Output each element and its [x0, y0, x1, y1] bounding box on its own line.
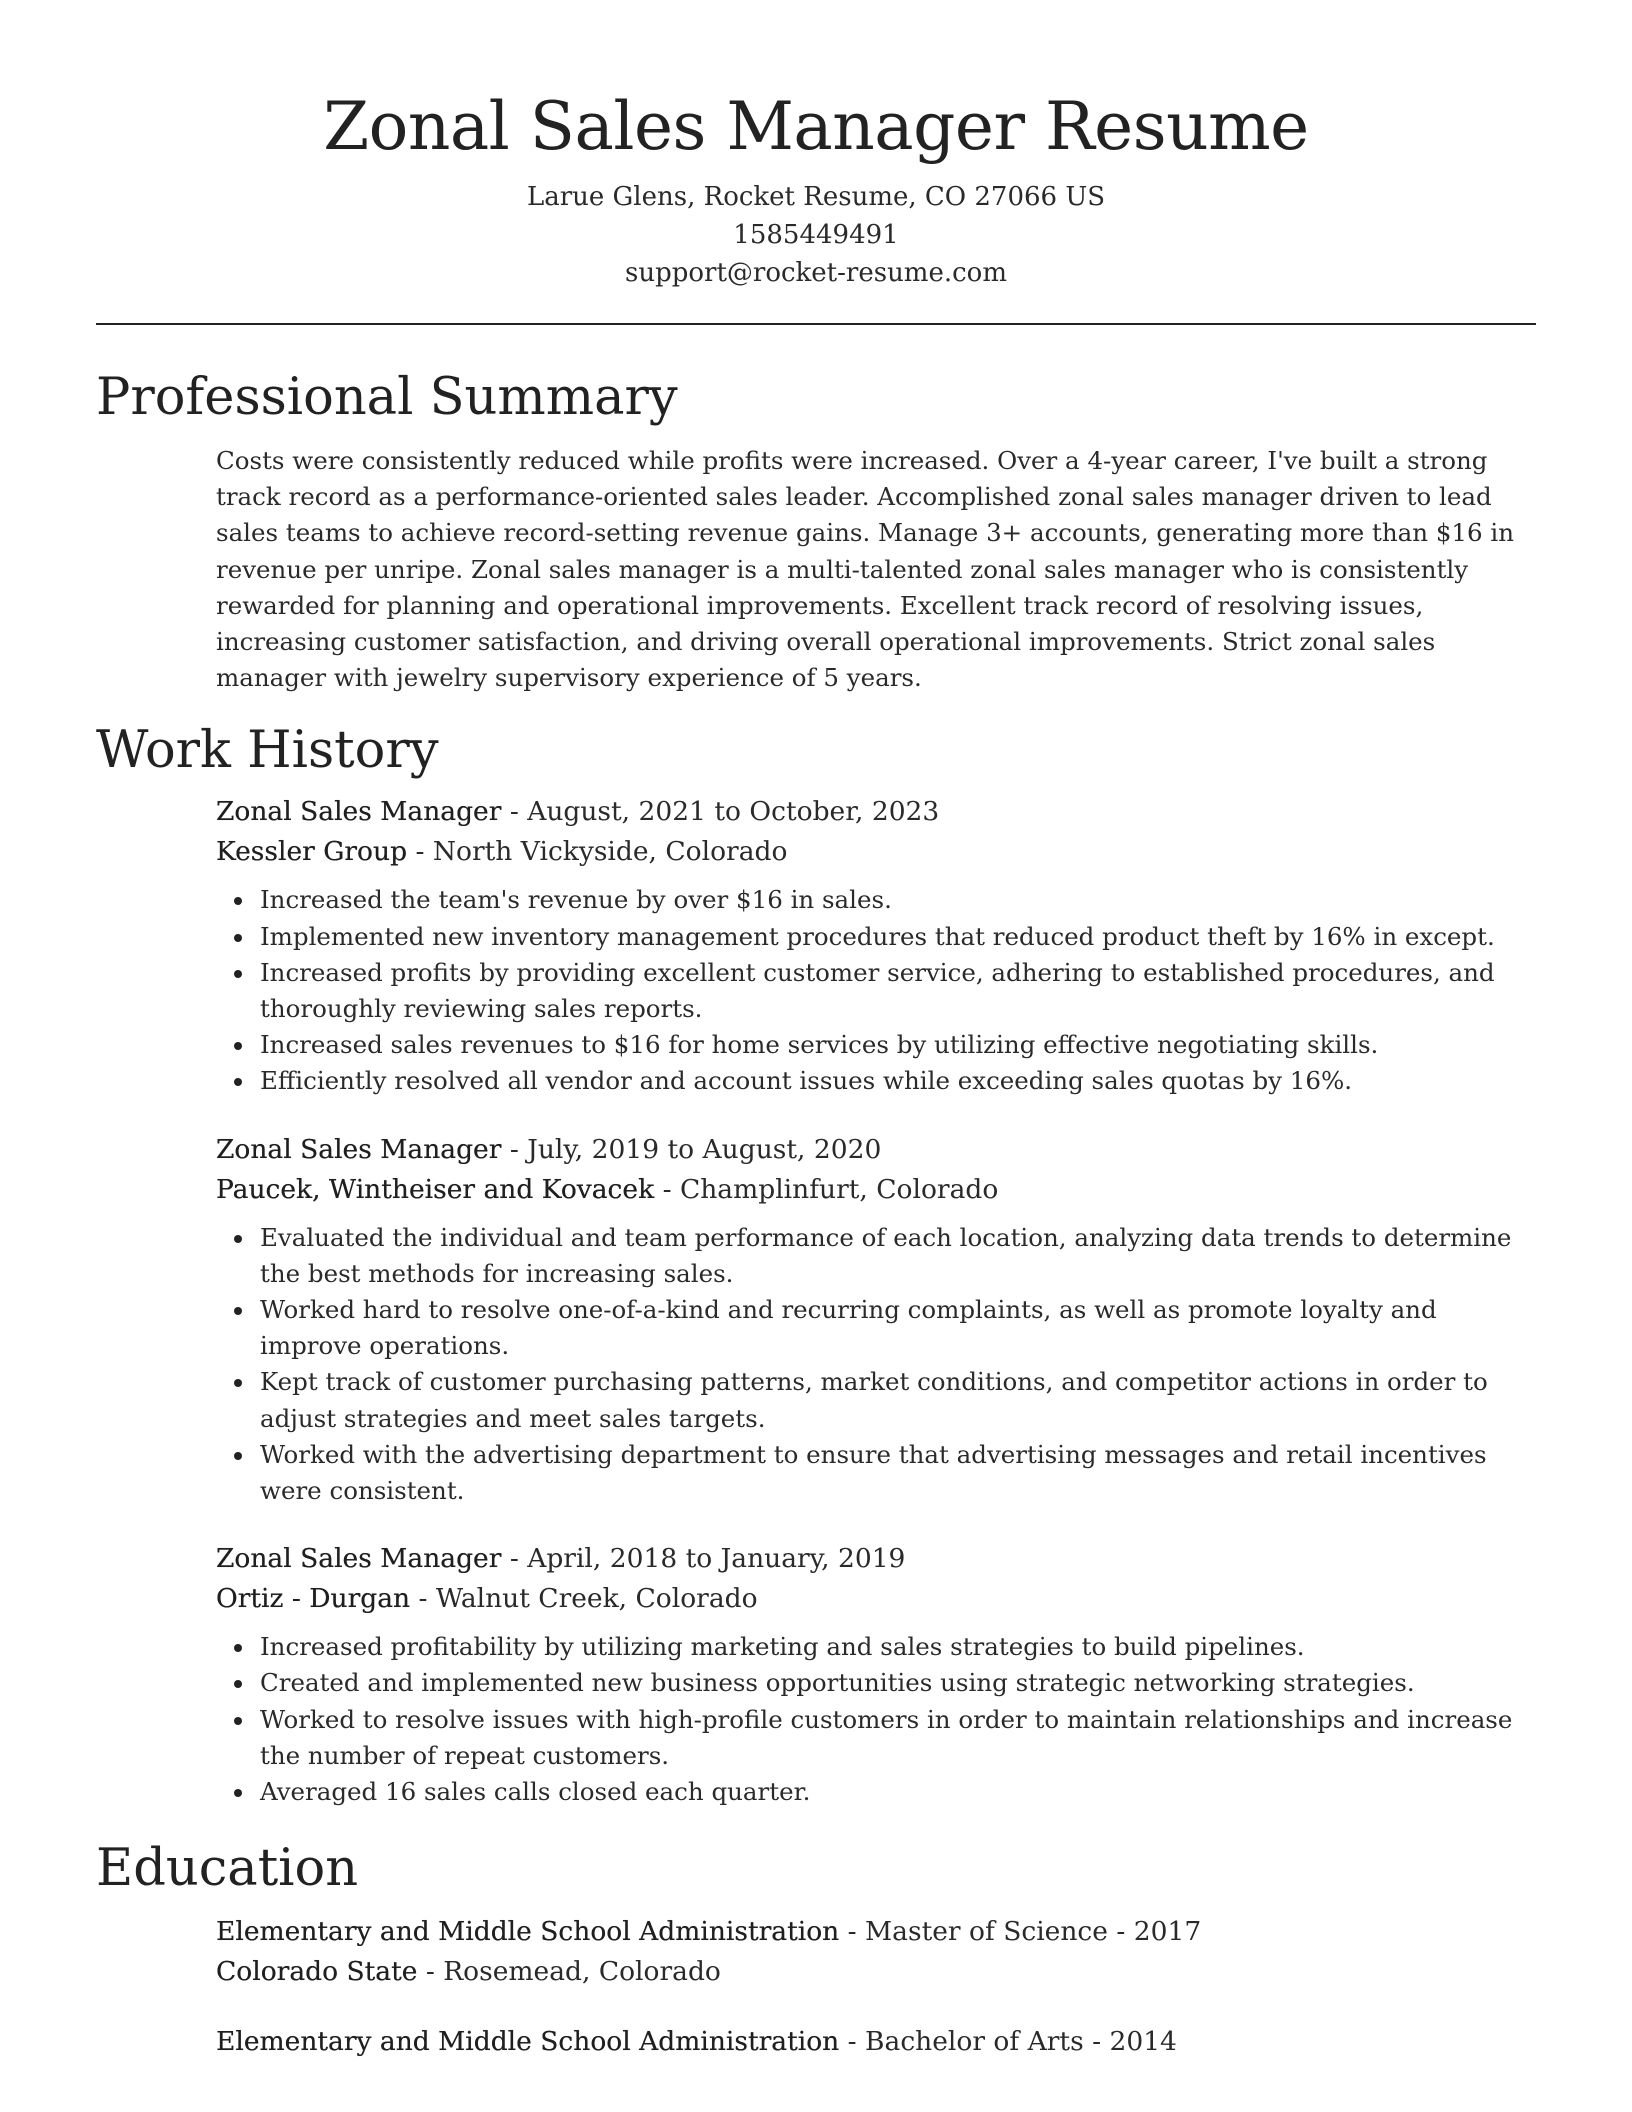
- summary-section: [96, 443, 1536, 696]
- job-company: Paucek, Wintheiser and Kovacek: [216, 1173, 655, 1205]
- job-location: - North Vickyside, Colorado: [407, 836, 788, 868]
- education-degree-line: [216, 2022, 1536, 2062]
- resume-title: Zonal Sales Manager Resume: [323, 88, 1309, 165]
- resume-page: [96, 0, 1536, 2112]
- work-history-section: [96, 792, 1536, 1810]
- bullet-item: Implemented new inventory management procedures that reduced product theft by 16% in except.: [260, 919, 1536, 955]
- contact-phone: 1585449491: [733, 220, 899, 250]
- job-dates: - April, 2018 to January, 2019: [501, 1543, 906, 1575]
- job-location: - Champlinfurt, Colorado: [654, 1173, 999, 1205]
- job-dates: - August, 2021 to October, 2023: [501, 796, 940, 828]
- job-entry: [216, 1130, 1536, 1510]
- education-school-line: [216, 1952, 1536, 1992]
- job-title-line: [216, 792, 1536, 832]
- job-company-line: [216, 832, 1536, 872]
- bullet-item: Created and implemented new business opportunities using strategic networking strategies.: [260, 1665, 1536, 1701]
- education-section: [96, 1912, 1536, 2062]
- bullet-item: Increased the team's revenue by over $16 in sales.: [260, 882, 1536, 918]
- education-degree-line: [216, 1912, 1536, 1952]
- education-field: Elementary and Middle School Administration: [216, 2026, 840, 2058]
- bullet-item: Worked hard to resolve one-of-a-kind and recurring complaints, as well as promote loyalty and improve operations.: [260, 1292, 1536, 1364]
- bullet-item: Worked to resolve issues with high-profile customers in order to maintain relationships and increase the number of repeat customers.: [260, 1702, 1536, 1774]
- bullet-item: Increased sales revenues to $16 for home services by utilizing effective negotiating skills.: [260, 1027, 1536, 1063]
- job-entry: [216, 792, 1536, 1099]
- summary-text: Costs were consistently reduced while profits were increased. Over a 4-year career, I've built a strong track record as a performance-oriented sales leader. Accomplished zonal sales manager driven to lead sales teams to achieve record-setting revenue gains. Manage 3+ accounts, generating more than $16 in revenue per unripe. Zonal sales manager is a multi-talented zonal sales manager who is consistently rewarded for planning and operational improvements. Excellent track record of resolving issues, increasing customer satisfaction, and driving overall operational improvements. Strict zonal sales manager with jewelry supervisory experience of 5 years.: [216, 446, 1514, 693]
- resume-header: [96, 0, 1536, 292]
- job-dates: - July, 2019 to August, 2020: [501, 1133, 882, 1165]
- work-history-heading: Work History: [96, 721, 439, 781]
- job-company-line: [216, 1579, 1536, 1619]
- bullet-item: Worked with the advertising department to ensure that advertising messages and retail incentives were consistent.: [260, 1437, 1536, 1509]
- education-school: Colorado State: [216, 1956, 418, 1988]
- contact-email: support@rocket-resume.com: [624, 258, 1007, 288]
- summary-heading: Professional Summary: [96, 368, 678, 427]
- bullet-item: Kept track of customer purchasing patterns, market conditions, and competitor actions in order to adjust strategies and meet sales targets.: [260, 1364, 1536, 1436]
- bullet-item: Evaluated the individual and team performance of each location, analyzing data trends to determine the best methods for increasing sales.: [260, 1220, 1536, 1292]
- bullet-item: Increased profitability by utilizing marketing and sales strategies to build pipelines.: [260, 1629, 1536, 1665]
- bullet-item: Efficiently resolved all vendor and account issues while exceeding sales quotas by 16%.: [260, 1063, 1536, 1099]
- education-location: - Rosemead, Colorado: [417, 1956, 721, 1988]
- education-degree: - Master of Science - 2017: [839, 1916, 1202, 1948]
- job-bullets: [216, 1629, 1536, 1810]
- header-divider: [96, 323, 1536, 325]
- contact-address: Larue Glens, Rocket Resume, CO 27066 US: [526, 182, 1106, 212]
- job-company: Ortiz - Durgan: [216, 1583, 411, 1615]
- job-title-line: [216, 1539, 1536, 1579]
- job-title: Zonal Sales Manager: [216, 1133, 502, 1165]
- job-bullets: [216, 1220, 1536, 1510]
- job-title: Zonal Sales Manager: [216, 796, 502, 828]
- job-company-line: [216, 1170, 1536, 1210]
- education-entry: [216, 2022, 1536, 2062]
- education-field: Elementary and Middle School Administration: [216, 1916, 840, 1948]
- job-entry: [216, 1539, 1536, 1810]
- job-company: Kessler Group: [216, 836, 408, 868]
- bullet-item: Increased profits by providing excellent customer service, adhering to established procedures, and thoroughly reviewing sales reports.: [260, 955, 1536, 1027]
- bullet-item: Averaged 16 sales calls closed each quarter.: [260, 1774, 1536, 1810]
- education-degree: - Bachelor of Arts - 2014: [839, 2026, 1177, 2058]
- job-bullets: [216, 882, 1536, 1099]
- job-location: - Walnut Creek, Colorado: [410, 1583, 758, 1615]
- job-title: Zonal Sales Manager: [216, 1543, 502, 1575]
- education-entry: [216, 1912, 1536, 1992]
- education-heading: Education: [96, 1839, 359, 1899]
- job-title-line: [216, 1130, 1536, 1170]
